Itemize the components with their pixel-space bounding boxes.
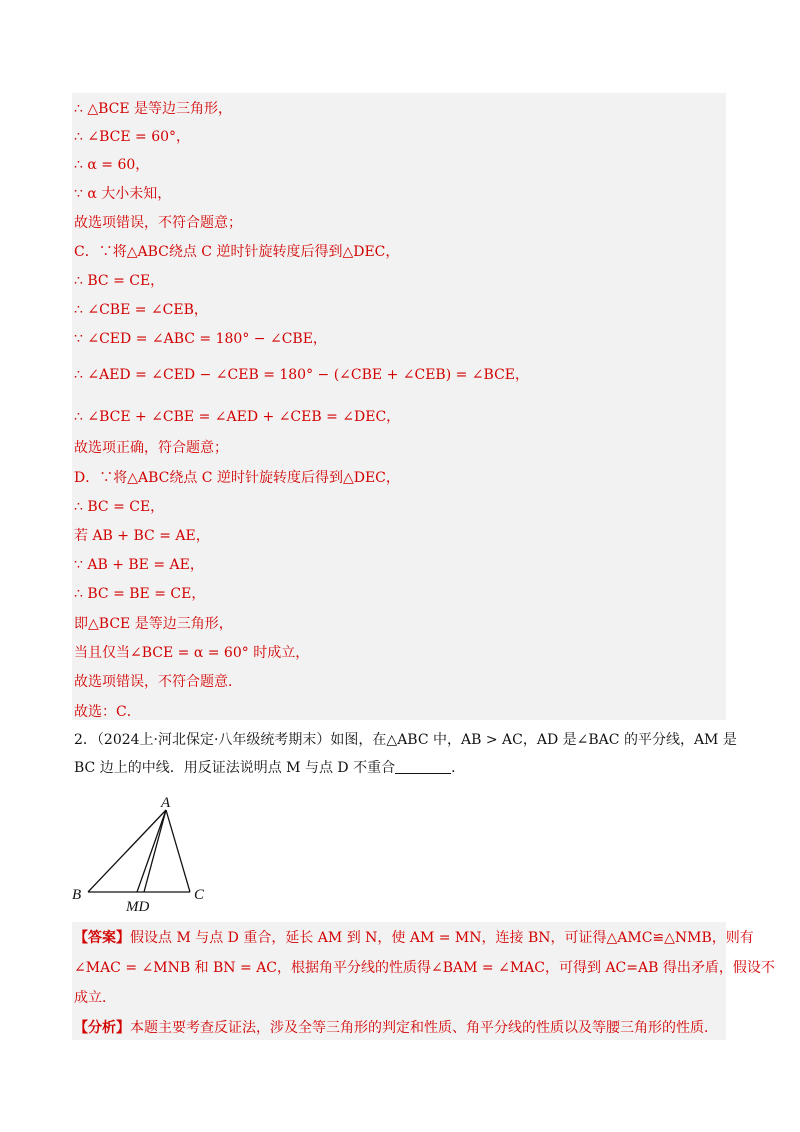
label-md: MD xyxy=(126,899,150,915)
solution-line: ∴ ∠BCE + ∠CBE = ∠AED + ∠CEB = ∠DEC， xyxy=(74,409,401,425)
solution-line: 故选：C． xyxy=(74,704,141,720)
solution-line: ∴ △BCE 是等边三角形， xyxy=(74,101,233,117)
label-a: A xyxy=(161,795,171,811)
label-b: B xyxy=(72,887,82,903)
median-am xyxy=(137,810,166,892)
solution-line: ∵ AB + BE = AE， xyxy=(74,557,204,573)
side-ac xyxy=(166,810,190,892)
problem-statement-line xyxy=(74,758,465,778)
answer-line xyxy=(74,928,754,948)
answer-line: 成立． xyxy=(74,990,116,1006)
solution-line: 故选项正确，符合题意； xyxy=(74,440,228,456)
analysis-tag: 【分析】 xyxy=(74,1020,130,1036)
answer-tag: 【答案】 xyxy=(74,930,130,946)
solution-line: ∴ ∠AED = ∠CED − ∠CEB = 180° − (∠CBE + ∠CEB) = ∠BCE， xyxy=(74,367,530,383)
solution-line: 故选项错误，不符合题意； xyxy=(74,215,242,231)
problem-statement-line: 2．（2024上·河北保定·八年级统考期末）如图，在△ABC 中，AB > AC，AD 是∠BAC 的平分线，AM 是 xyxy=(74,732,737,748)
answer-blank xyxy=(395,759,451,774)
answer-line: ∠MAC = ∠MNB 和 BN = AC，根据角平分线的性质得∠BAM = ∠MAC，可得到 AC=AB 得出矛盾，假设不 xyxy=(74,960,775,976)
side-ab xyxy=(88,810,166,892)
solution-line: ∴ BC = CE， xyxy=(74,273,165,289)
solution-line: 若 AB + BC = AE， xyxy=(74,528,210,544)
problem-text: BC 边上的中线．用反证法说明点 M 与点 D 不重合 xyxy=(74,760,396,776)
solution-line: ∴ α = 60， xyxy=(74,157,150,173)
label-c: C xyxy=(194,887,205,903)
triangle-figure xyxy=(66,790,226,918)
solution-line: D．∵将△ABC绕点 C 逆时针旋转度后得到△DEC， xyxy=(74,470,400,486)
solution-line: C．∵将△ABC绕点 C 逆时针旋转度后得到△DEC， xyxy=(74,244,400,260)
analysis-line xyxy=(74,1018,718,1038)
problem-text-end: ． xyxy=(451,760,466,776)
solution-line: 当且仅当∠BCE = α = 60° 时成立， xyxy=(74,645,310,661)
solution-line: ∴ ∠CBE = ∠CEB， xyxy=(74,302,208,318)
solution-line: ∴ BC = CE， xyxy=(74,499,165,515)
solution-line: 故选项错误，不符合题意． xyxy=(74,674,242,690)
solution-line: ∴ BC = BE = CE， xyxy=(74,586,206,602)
solution-line: ∴ ∠BCE = 60°， xyxy=(74,129,191,145)
solution-line: ∵ α 大小未知， xyxy=(74,186,172,202)
analysis-text: 本题主要考查反证法，涉及全等三角形的判定和性质、角平分线的性质以及等腰三角形的性质． xyxy=(130,1020,718,1036)
solution-line: 即△BCE 是等边三角形， xyxy=(74,616,233,632)
answer-text: 假设点 M 与点 D 重合，延长 AM 到 N，使 AM = MN，连接 BN，可证得△AMC≌△NMB，则有 xyxy=(130,930,754,946)
solution-line: ∵ ∠CED = ∠ABC = 180° − ∠CBE， xyxy=(74,331,327,347)
